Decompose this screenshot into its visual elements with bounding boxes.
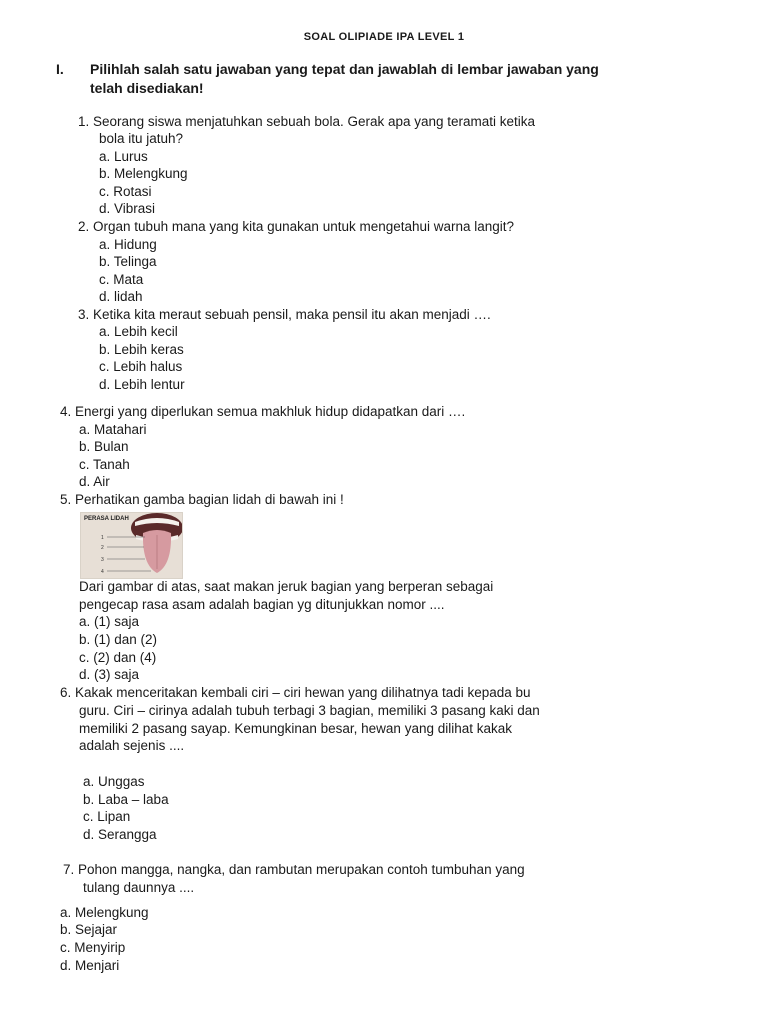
- option-item: b. Bulan: [79, 439, 129, 454]
- question-1: [78, 113, 535, 130]
- option-item: b. Telinga: [99, 254, 157, 269]
- option-item: a. Lebih kecil: [99, 324, 178, 339]
- question-5: [60, 491, 344, 508]
- question-text-continued: guru. Ciri – cirinya adalah tubuh terbagi 3 bagian, memiliki 3 pasang kaki dan: [79, 703, 540, 718]
- option-item: c. Tanah: [79, 457, 130, 472]
- question-7: [63, 861, 525, 878]
- option-item: b. Melengkung: [99, 166, 188, 181]
- question-number: 5.: [60, 492, 72, 507]
- question-text-continued: memiliki 2 pasang sayap. Kemungkinan besar, hewan yang dilihat kakak: [79, 721, 513, 736]
- option-item: d. Vibrasi: [99, 201, 156, 216]
- figure-label: 4: [101, 569, 104, 575]
- question-2: [78, 218, 514, 235]
- tongue-diagram: [80, 512, 183, 579]
- figure-title: PERASA LIDAH: [84, 516, 129, 522]
- question-number: 1.: [78, 114, 90, 129]
- option-item: c. (2) dan (4): [79, 650, 157, 665]
- option-item: c. Mata: [99, 272, 144, 287]
- question-number: 7.: [63, 862, 75, 877]
- question-6: [60, 684, 531, 701]
- option-item: d. Menjari: [60, 958, 120, 973]
- option-item: a. Unggas: [83, 774, 145, 789]
- question-text-continued: pengecap rasa asam adalah bagian yg ditunjukkan nomor ....: [79, 597, 445, 612]
- figure-label: 1: [101, 535, 104, 541]
- question-number: 2.: [78, 219, 90, 234]
- question-text: Organ tubuh mana yang kita gunakan untuk mengetahui warna langit?: [93, 219, 515, 234]
- option-item: d. (3) saja: [79, 667, 140, 682]
- question-number: 6.: [60, 685, 72, 700]
- section-instruction-text: Pilihlah salah satu jawaban yang tepat dan jawablah di lembar jawaban yang telah disediakan!: [90, 61, 599, 96]
- figure-label: 3: [101, 557, 104, 563]
- question-text-continued: tulang daunnya ....: [83, 880, 195, 895]
- option-item: d. Serangga: [83, 827, 157, 842]
- question-text: Seorang siswa menjatuhkan sebuah bola. Gerak apa yang teramati ketika: [93, 114, 536, 129]
- question-number: 4.: [60, 404, 72, 419]
- option-item: b. (1) dan (2): [79, 632, 158, 647]
- option-item: b. Lebih keras: [99, 342, 184, 357]
- option-item: a. Matahari: [79, 422, 147, 437]
- question-text: Pohon mangga, nangka, dan rambutan merupakan contoh tumbuhan yang: [78, 862, 525, 877]
- question-text-continued: adalah sejenis ....: [79, 738, 185, 753]
- figure-label: 2: [101, 545, 104, 551]
- question-number: 3.: [78, 307, 90, 322]
- question-text: Energi yang diperlukan semua makhluk hidup didapatkan dari ….: [75, 404, 466, 419]
- option-item: c. Lipan: [83, 809, 131, 824]
- option-item: a. Lurus: [99, 149, 148, 164]
- question-text: Ketika kita meraut sebuah pensil, maka pensil itu akan menjadi ….: [93, 307, 491, 322]
- option-item: d. Air: [79, 474, 110, 489]
- question-text: Perhatikan gamba bagian lidah di bawah ini !: [75, 492, 344, 507]
- option-item: a. Melengkung: [60, 905, 149, 920]
- option-item: c. Lebih halus: [99, 359, 183, 374]
- option-item: c. Menyirip: [60, 940, 126, 955]
- option-item: c. Rotasi: [99, 184, 152, 199]
- option-item: d. lidah: [99, 289, 143, 304]
- option-item: a. Hidung: [99, 237, 157, 252]
- question-text-continued: Dari gambar di atas, saat makan jeruk bagian yang berperan sebagai: [79, 579, 494, 594]
- question-4: [60, 403, 465, 420]
- option-item: b. Sejajar: [60, 922, 118, 937]
- question-text: Kakak menceritakan kembali ciri – ciri hewan yang dilihatnya tadi kepada bu: [75, 685, 531, 700]
- document-title: SOAL OLIPIADE IPA LEVEL 1: [303, 31, 465, 43]
- question-text-continued: bola itu jatuh?: [99, 131, 184, 146]
- option-item: b. Laba – laba: [83, 792, 169, 807]
- question-3: [78, 306, 491, 323]
- option-item: d. Lebih lentur: [99, 377, 185, 392]
- section-number: I.: [56, 61, 64, 77]
- option-item: a. (1) saja: [79, 614, 140, 629]
